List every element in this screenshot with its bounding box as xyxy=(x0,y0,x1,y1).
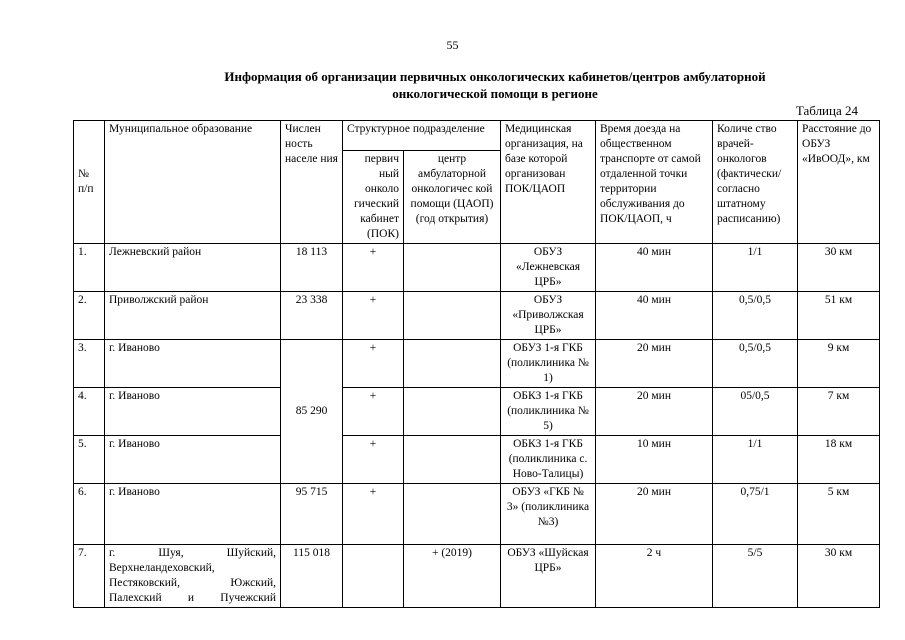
row-num: 5. xyxy=(74,436,105,484)
row-num: 3. xyxy=(74,340,105,388)
header-oncologists: Количе ство врачей-онкологов (фактически/ согласно штатному расписанию) xyxy=(713,121,798,244)
row-medorg: ОБУЗ 1-я ГКБ (поликлиника № 1) xyxy=(501,340,596,388)
row-num: 7. xyxy=(74,545,105,608)
header-municipality: Муниципальное образование xyxy=(105,121,281,244)
title-line-2: онкологической помощи в регионе xyxy=(392,86,598,101)
row-pok: + xyxy=(343,388,404,436)
row-population: 18 113 xyxy=(281,244,343,292)
row-travel: 20 мин xyxy=(596,484,713,545)
row-caop xyxy=(404,388,501,436)
row-oncologists: 1/1 xyxy=(713,244,798,292)
row-distance: 18 км xyxy=(798,436,880,484)
row-municipality: г. Шуя, Шуйский, Верхнеландеховский, Пестяковский, Южский, Палехский и Пучежский xyxy=(105,545,281,608)
row-municipality: г. Иваново xyxy=(105,484,281,545)
row-num: 2. xyxy=(74,292,105,340)
oncology-table xyxy=(73,120,880,608)
row-caop xyxy=(404,484,501,545)
row-medorg: ОБКЗ 1-я ГКБ (поликлиника № 5) xyxy=(501,388,596,436)
row-travel: 20 мин xyxy=(596,388,713,436)
row-pok: + xyxy=(343,244,404,292)
row-municipality: г. Иваново xyxy=(105,436,281,484)
row-medorg: ОБУЗ «Лежневская ЦРБ» xyxy=(501,244,596,292)
row-distance: 5 км xyxy=(798,484,880,545)
row-medorg: ОБКЗ 1-я ГКБ (поликлиника с. Ново-Талицы) xyxy=(501,436,596,484)
table-row xyxy=(74,484,880,545)
document-title xyxy=(150,68,840,102)
row-caop: + (2019) xyxy=(404,545,501,608)
row-oncologists: 0,75/1 xyxy=(713,484,798,545)
row-pok xyxy=(343,545,404,608)
table-label: Таблица 24 xyxy=(795,103,858,118)
row-travel: 40 мин xyxy=(596,292,713,340)
row-oncologists: 05/0,5 xyxy=(713,388,798,436)
header-medorg: Медицинская организация, на базе которой организован ПОК/ЦАОП xyxy=(501,121,596,244)
table-row xyxy=(74,388,880,436)
row-distance: 30 км xyxy=(798,545,880,608)
row-population: 85 290 xyxy=(281,340,343,484)
row-pok: + xyxy=(343,436,404,484)
row-distance: 9 км xyxy=(798,340,880,388)
row-num: 4. xyxy=(74,388,105,436)
row-travel: 20 мин xyxy=(596,340,713,388)
page-number: 55 xyxy=(446,38,459,52)
row-municipality: Приволжский район xyxy=(105,292,281,340)
table-row xyxy=(74,244,880,292)
table-row xyxy=(74,292,880,340)
row-num: 6. xyxy=(74,484,105,545)
row-distance: 7 км xyxy=(798,388,880,436)
row-population: 23 338 xyxy=(281,292,343,340)
table-row xyxy=(74,545,880,608)
header-num: № п/п xyxy=(74,121,105,244)
row-oncologists: 5/5 xyxy=(713,545,798,608)
header-structural: Структурное подразделение xyxy=(343,121,501,151)
table-row xyxy=(74,340,880,388)
table-row xyxy=(74,436,880,484)
header-distance: Расстояние до ОБУЗ «ИвООД», км xyxy=(798,121,880,244)
row-travel: 2 ч xyxy=(596,545,713,608)
row-pok: + xyxy=(343,340,404,388)
row-pok: + xyxy=(343,484,404,545)
row-medorg: ОБУЗ «Приволжская ЦРБ» xyxy=(501,292,596,340)
row-caop xyxy=(404,340,501,388)
row-pok: + xyxy=(343,292,404,340)
row-medorg: ОБУЗ «Шуйская ЦРБ» xyxy=(501,545,596,608)
row-caop xyxy=(404,436,501,484)
row-caop xyxy=(404,292,501,340)
row-distance: 30 км xyxy=(798,244,880,292)
row-municipality: г. Иваново xyxy=(105,388,281,436)
row-municipality: Лежневский район xyxy=(105,244,281,292)
row-caop xyxy=(404,244,501,292)
row-oncologists: 0,5/0,5 xyxy=(713,340,798,388)
header-population: Числен ность населе ния xyxy=(281,121,343,244)
row-municipality: г. Иваново xyxy=(105,340,281,388)
header-pok: первич ный онколо гический кабинет (ПОК) xyxy=(343,151,404,244)
header-caop: центр амбулаторной онкологичес кой помощи (ЦАОП) (год открытия) xyxy=(404,151,501,244)
row-num: 1. xyxy=(74,244,105,292)
header-row-1 xyxy=(74,121,880,151)
row-travel: 10 мин xyxy=(596,436,713,484)
row-population: 95 715 xyxy=(281,484,343,545)
row-distance: 51 км xyxy=(798,292,880,340)
row-population: 115 018 xyxy=(281,545,343,608)
row-travel: 40 мин xyxy=(596,244,713,292)
title-line-1: Информация об организации первичных онкологических кабинетов/центров амбулаторной xyxy=(224,69,766,84)
row-oncologists: 1/1 xyxy=(713,436,798,484)
row-medorg: ОБУЗ «ГКБ № 3» (поликлиника №3) xyxy=(501,484,596,545)
header-travel: Время доезда на общественном транспорте от самой отдаленной точки территории обслуживания до ПОК/ЦАОП, ч xyxy=(596,121,713,244)
row-oncologists: 0,5/0,5 xyxy=(713,292,798,340)
